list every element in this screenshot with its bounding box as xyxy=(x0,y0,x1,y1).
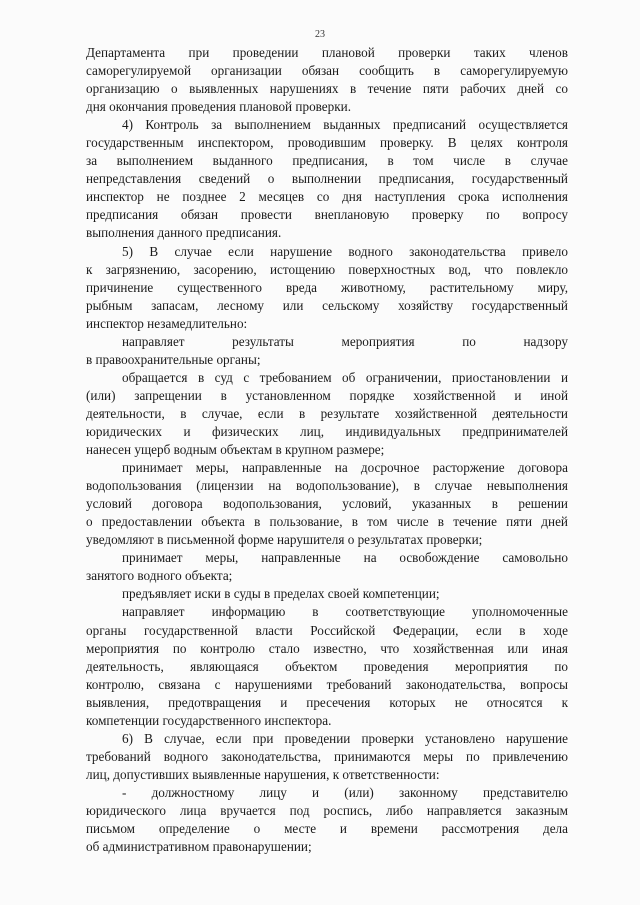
text-line: направляет результаты мероприятия по надзору xyxy=(122,333,568,349)
text-line: принимает меры, направленные на досрочное расторжение договора xyxy=(122,460,568,476)
text-line: непредставления сведений о выполнении предписания, государственный xyxy=(86,171,568,187)
text-line: 4) Контроль за выполнением выданных предписаний осуществляется xyxy=(122,117,568,133)
text-line: в правоохранительные органы; xyxy=(86,351,261,367)
text-line: условий договора водопользования, условий, указанных в решении xyxy=(86,496,568,512)
text-line: о предоставлении объекта в пользование, в том числе в течение пяти дней xyxy=(86,514,568,530)
text-line: нанесен ущерб водным объектам в крупном размере; xyxy=(86,442,385,458)
text-line: саморегулируемой организации обязан сообщить в саморегулируемую xyxy=(86,63,568,79)
text-line: направляет информацию в соответствующие уполномоченные xyxy=(122,604,568,620)
text-line: предписания обязан провести внеплановую проверку по вопросу xyxy=(86,207,568,223)
text-line: контролю, связана с нарушениями требований законодательства, вопросы xyxy=(86,676,568,692)
body-text xyxy=(86,44,568,856)
page-number: 23 xyxy=(315,29,325,40)
text-line: обращается в суд с требованием об ограничении, приостановлении и xyxy=(122,369,568,385)
text-line: выполнения данного предписания. xyxy=(86,225,282,241)
text-line: Департамента при проведении плановой проверки таких членов xyxy=(86,45,568,60)
text-line: - должностному лицу и (или) законному представителю xyxy=(122,784,568,800)
text-line: уведомляют в письменной форме нарушителя о результатах проверки; xyxy=(86,532,483,548)
text-line: 5) В случае если нарушение водного законодательства привело xyxy=(122,243,568,259)
text-line: деятельности, в случае, если в результате хозяйственной деятельности xyxy=(86,405,568,421)
text-line: органы государственной власти Российской Федерации, если в ходе xyxy=(86,622,568,638)
text-line: выявления, предотвращения и пресечения которых не относятся к xyxy=(86,694,568,710)
text-line: лиц, допустивших выявленные нарушения, к ответственности: xyxy=(86,766,440,782)
text-line: причинение существенного вреда животному, растительному миру, xyxy=(86,279,568,295)
text-line: к загрязнению, засорению, истощению поверхностных вод, что повлекло xyxy=(86,261,568,277)
text-line: за выполнением выданного предписания, в том числе в случае xyxy=(86,153,568,169)
text-line: принимает меры, направленные на освобождение самовольно xyxy=(122,550,568,566)
text-line: мероприятия по контролю стало известно, что хозяйственная или иная xyxy=(86,640,568,656)
text-line: компетенции государственного инспектора. xyxy=(86,712,332,728)
text-line: (или) запрещении в установленном порядке хозяйственной и иной xyxy=(86,387,568,403)
text-line: письмом определение о месте и времени рассмотрения дела xyxy=(86,821,568,837)
text-line: 6) В случае, если при проведении проверки установлено нарушение xyxy=(122,730,568,746)
text-line: юридического лица вручается под роспись, либо направляется заказным xyxy=(86,802,568,818)
text-line: инспектор незамедлительно: xyxy=(86,315,248,331)
text-line: требований водного законодательства, принимаются меры по привлечению xyxy=(86,748,568,764)
text-line: деятельность, являющаяся объектом проведения мероприятия по xyxy=(86,658,568,674)
text-line: предъявляет иски в суды в пределах своей компетенции; xyxy=(122,586,440,602)
text-line: инспектор не позднее 2 месяцев со дня наступления срока исполнения xyxy=(86,189,568,205)
text-line: дня окончания проведения плановой проверки. xyxy=(86,99,352,115)
text-line: организацию о выявленных нарушениях в течение пяти рабочих дней со xyxy=(86,81,568,97)
text-line: водопользования (лицензии на водопользование), в случае невыполнения xyxy=(86,478,568,494)
text-line: об административном правонарушении; xyxy=(86,839,312,855)
text-line: юридических и физических лиц, индивидуальных предпринимателей xyxy=(86,423,568,439)
text-line: занятого водного объекта; xyxy=(86,568,233,584)
text-line: рыбным запасам, лесному или сельскому хозяйству государственный xyxy=(86,297,568,313)
text-line: государственным инспектором, проводившим проверку. В целях контроля xyxy=(86,135,568,151)
